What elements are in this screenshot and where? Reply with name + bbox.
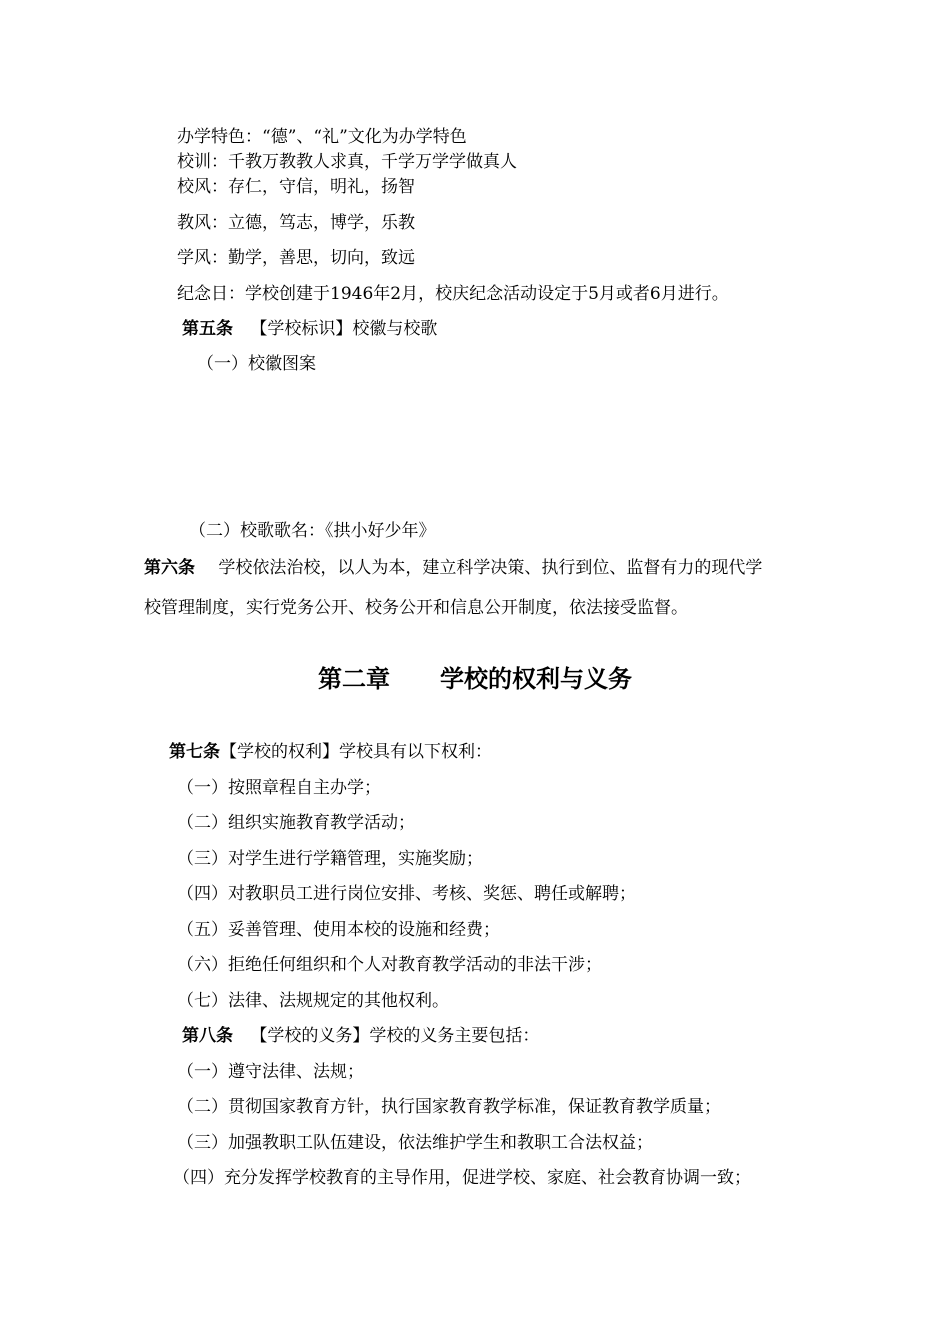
article-8-item: （三）加强教职工队伍建设，依法维护学生和教职工合法权益； bbox=[177, 1133, 653, 1153]
article-7-item: （七）法律、法规规定的其他权利。 bbox=[177, 991, 449, 1011]
article-8-item: （四）充分发挥学校教育的主导作用，促进学校、家庭、社会教育协调一致； bbox=[173, 1168, 751, 1188]
article-8-label: 第八条 bbox=[182, 1026, 233, 1046]
school-motto-line: 校训：千教万教教人求真，千学万学学做真人 bbox=[177, 152, 517, 172]
article-5-item-1: （一）校徽图案 bbox=[197, 354, 316, 374]
article-7-item: （四）对教职员工进行岗位安排、考核、奖惩、聘任或解聘； bbox=[177, 884, 636, 904]
chapter-2-heading bbox=[0, 664, 950, 694]
article-7-item: （五）妥善管理、使用本校的设施和经费； bbox=[177, 920, 500, 940]
article-5-label: 第五条 bbox=[182, 319, 233, 339]
article-7 bbox=[169, 741, 492, 763]
chapter-2-title: 学校的权利与义务 bbox=[440, 664, 632, 693]
study-style-line: 学风：勤学，善思，切向，致远 bbox=[177, 248, 415, 268]
anniversary-line: 纪念日：学校创建于1946年2月，校庆纪念活动设定于5月或者6月进行。 bbox=[177, 284, 729, 304]
article-7-label: 第七条 bbox=[169, 742, 220, 762]
chapter-2-number: 第二章 bbox=[318, 664, 390, 693]
article-8-item: （一）遵守法律、法规； bbox=[177, 1062, 364, 1082]
article-5 bbox=[182, 318, 437, 340]
school-feature-line: 办学特色：“德”、“礼”文化为办学特色 bbox=[177, 127, 467, 147]
teaching-style-line: 教风：立德，笃志，博学，乐教 bbox=[177, 213, 415, 233]
article-7-item: （一）按照章程自主办学； bbox=[177, 778, 381, 798]
article-5-text: 【学校标识】校徽与校歌 bbox=[250, 319, 438, 339]
article-8 bbox=[182, 1025, 539, 1047]
article-8-text: 【学校的义务】学校的义务主要包括： bbox=[250, 1026, 540, 1046]
article-7-item: （三）对学生进行学籍管理，实施奖励； bbox=[177, 849, 483, 869]
article-6-text-1: 学校依法治校，以人为本，建立科学决策、执行到位、监督有力的现代学 bbox=[218, 558, 763, 578]
article-7-item: （六）拒绝任何组织和个人对教育教学活动的非法干涉； bbox=[177, 955, 602, 975]
article-6-line-2: 校管理制度，实行党务公开、校务公开和信息公开制度，依法接受监督。 bbox=[144, 598, 688, 618]
article-7-item: （二）组织实施教育教学活动； bbox=[177, 813, 415, 833]
article-7-text: 【学校的权利】学校具有以下权利： bbox=[220, 742, 492, 762]
article-6-line-1 bbox=[144, 557, 762, 579]
school-spirit-line: 校风：存仁，守信，明礼，扬智 bbox=[177, 177, 415, 197]
article-8-item: （二）贯彻国家教育方针，执行国家教育教学标准，保证教育教学质量； bbox=[177, 1097, 721, 1117]
article-5-item-2: （二）校歌歌名：《拱小好少年》 bbox=[189, 521, 436, 541]
article-6-label: 第六条 bbox=[144, 558, 195, 578]
